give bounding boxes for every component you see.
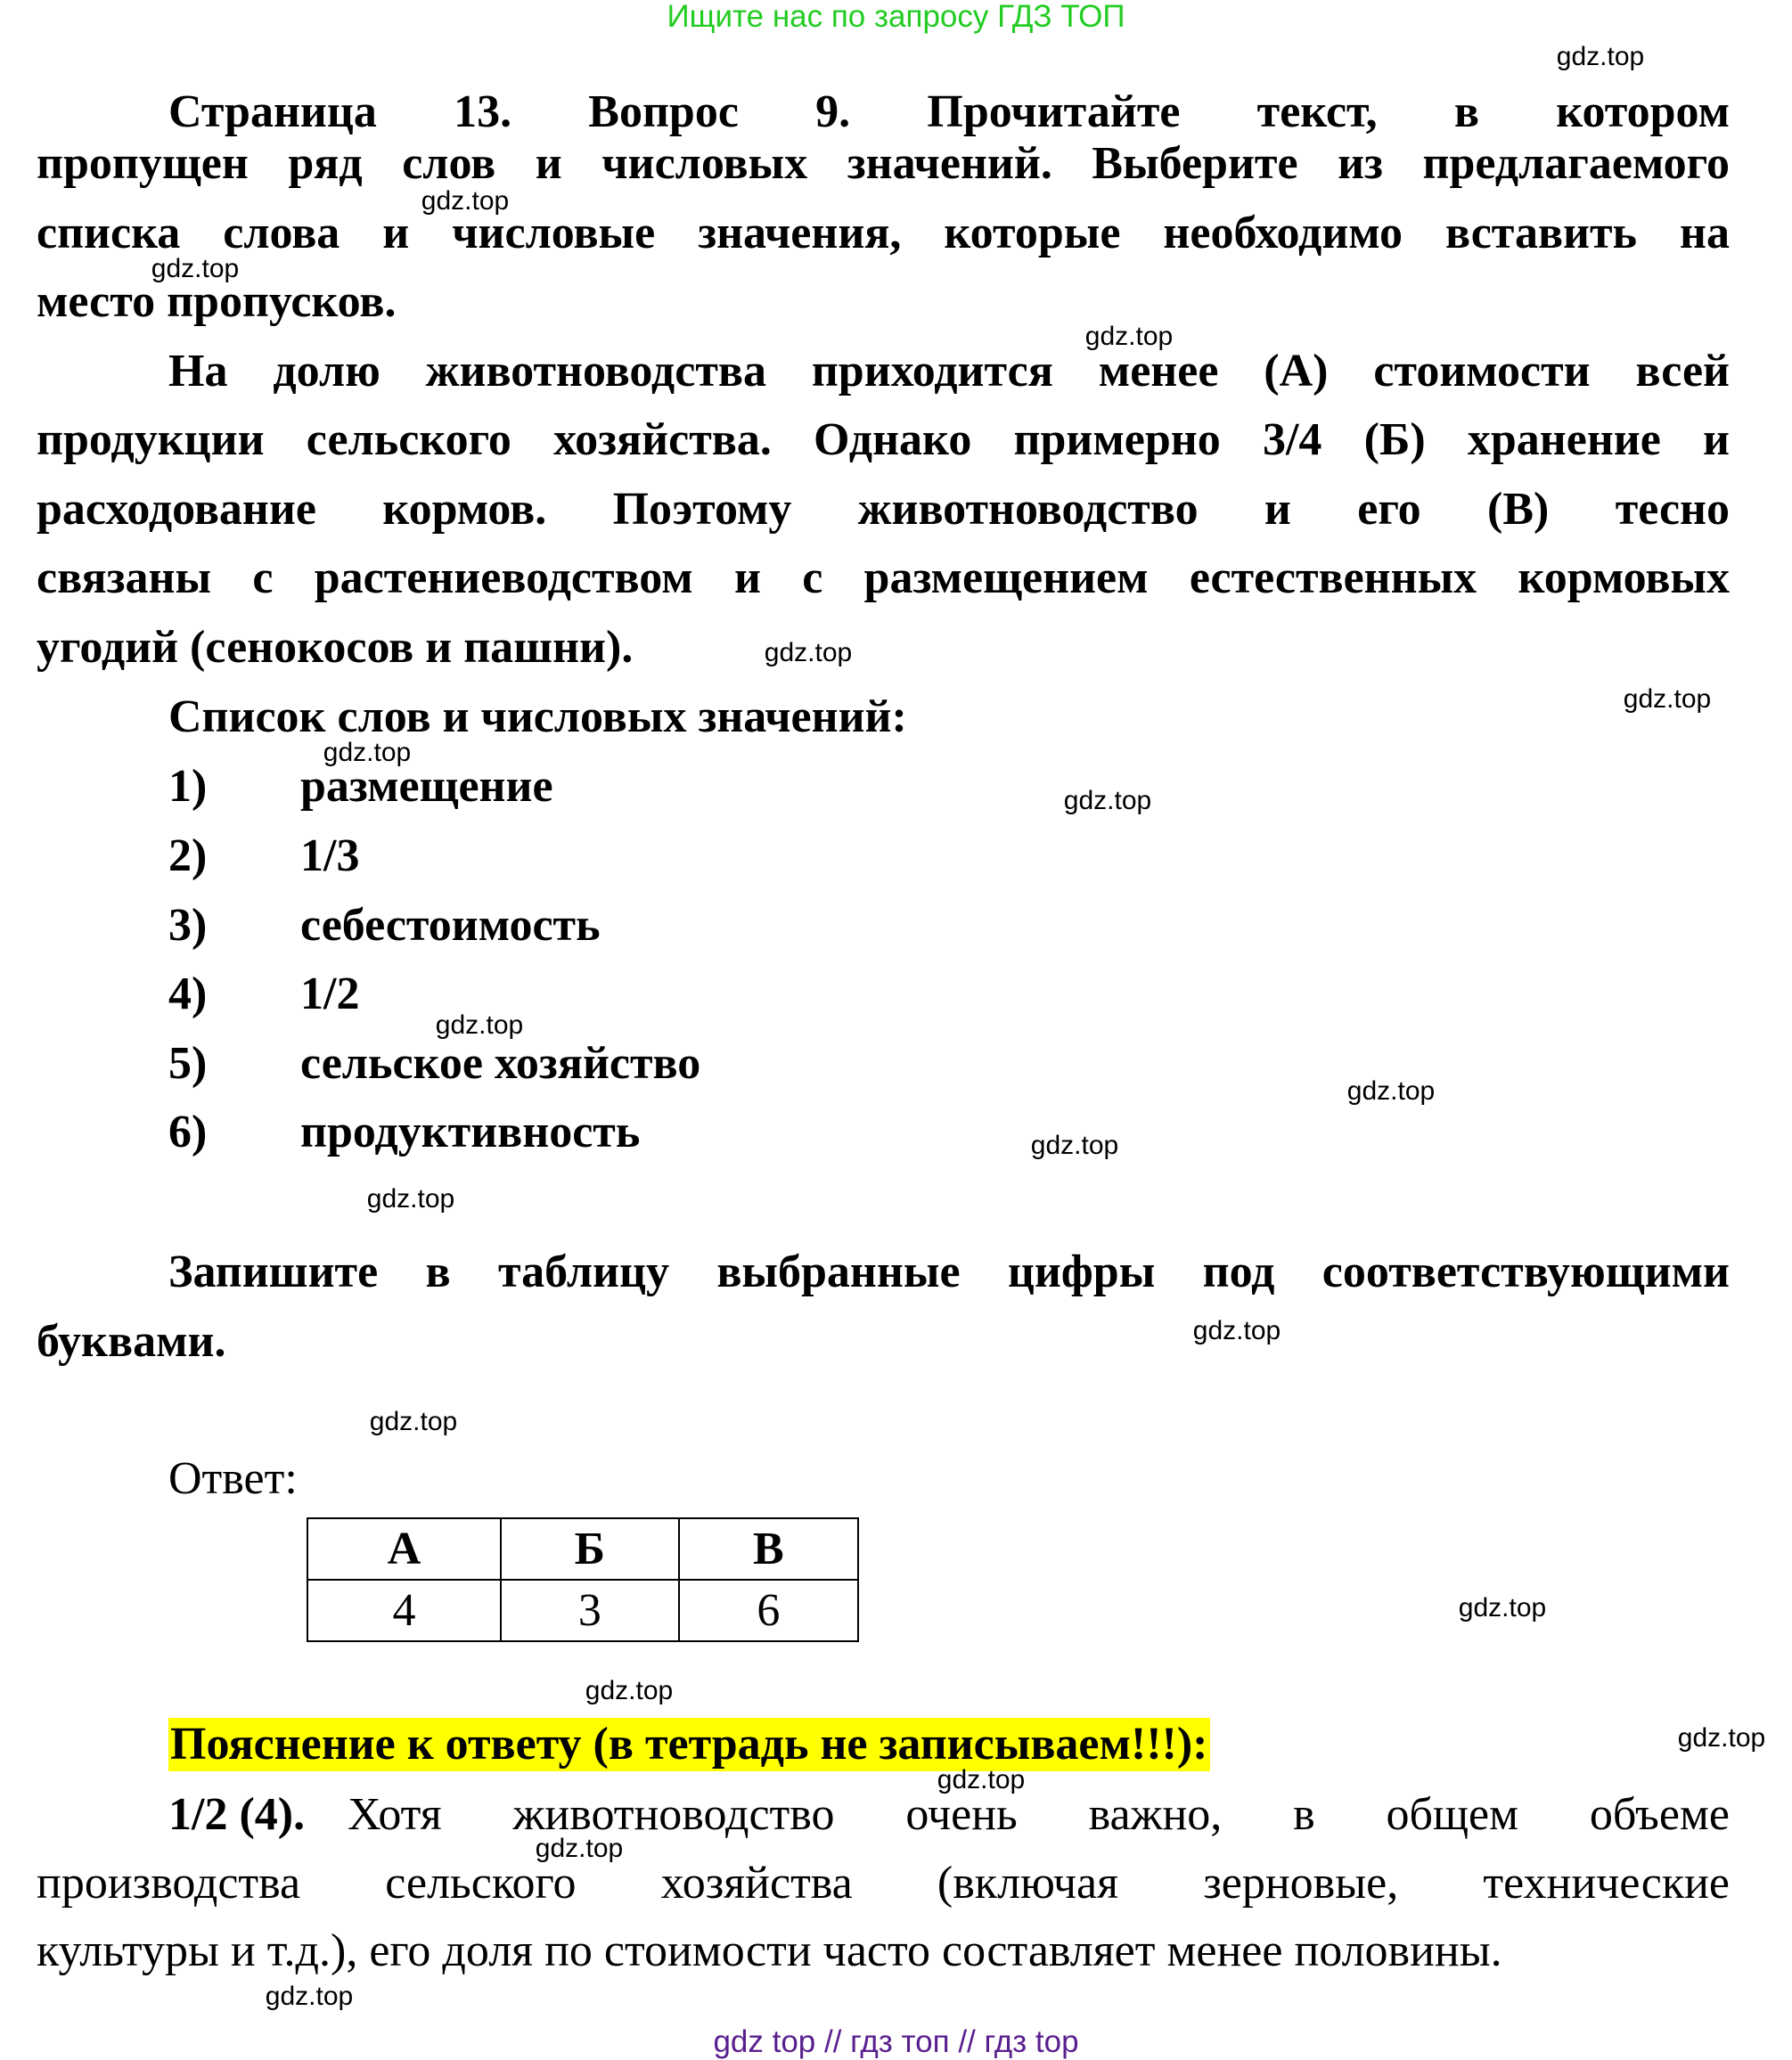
list-number: 6) [168,1107,208,1157]
instruction-line: буквами. [37,1316,226,1367]
answer-label: Ответ: [168,1453,298,1504]
watermark: gdz.top [1556,42,1645,71]
explanation-heading: Пояснение к ответу (в тетрадь не записываем!!!): [170,1719,1208,1770]
watermark: gdz.top [535,1834,624,1863]
text-line: расходование кормов. Поэтому животноводство и его (В) тесно [37,484,1730,535]
answer-value-cell: 3 [501,1580,679,1641]
watermark: gdz.top [151,254,240,283]
search-banner: Ищите нас по запросу ГДЗ ТОП [667,0,1125,34]
explanation-lead: 1/2 (4). [168,1789,306,1840]
answer-value-cell: 6 [679,1580,858,1641]
answer-value-cell: 4 [307,1580,501,1641]
watermark: gdz.top [1063,786,1152,815]
watermark: gdz.top [937,1765,1026,1794]
answer-header-cell: Б [501,1518,679,1580]
watermark: gdz.top [323,738,412,767]
watermark: gdz.top [421,186,510,216]
question-line: место пропусков. [37,276,397,327]
watermark: gdz.top [1623,684,1712,714]
text-line: связаны с растениеводством и с размещением естественных кормовых [37,552,1730,603]
explanation-line: культуры и т.д.), его доля по стоимости часто составляет менее половины. [37,1925,1502,1976]
text-line: продукции сельского хозяйства. Однако примерно 3/4 (Б) хранение и [37,414,1730,465]
question-line: списка слова и числовые значения, которые необходимо вставить на [37,208,1730,258]
footer-links[interactable]: gdz top // гдз топ // гдз top [713,2024,1079,2059]
explanation-text: Хотя животноводство очень важно, в общем объеме [348,1789,1730,1840]
watermark: gdz.top [1346,1076,1436,1106]
question-line: Страница 13. Вопрос 9. Прочитайте текст, в котором [168,86,1730,137]
watermark: gdz.top [369,1407,458,1436]
watermark: gdz.top [265,1982,354,2011]
list-title: Список слов и числовых значений: [168,691,907,742]
watermark: gdz.top [435,1010,524,1040]
list-word: 1/2 [300,969,360,1019]
watermark: gdz.top [1458,1593,1547,1623]
list-word: себестоимость [300,900,601,951]
list-word: размещение [300,761,553,812]
list-word: 1/3 [300,830,360,881]
watermark: gdz.top [1192,1316,1281,1345]
watermark: gdz.top [764,638,853,667]
explanation-line: производства сельского хозяйства (включая зерновые, технические [37,1858,1730,1909]
list-number: 3) [168,900,208,951]
answer-header-cell: В [679,1518,858,1580]
question-line: пропущен ряд слов и числовых значений. Выберите из предлагаемого [37,138,1730,189]
watermark: gdz.top [1030,1131,1119,1160]
answer-header-cell: А [307,1518,501,1580]
list-word: продуктивность [300,1107,641,1157]
list-number: 5) [168,1038,208,1089]
watermark: gdz.top [1677,1723,1766,1753]
list-word: сельское хозяйство [300,1038,701,1089]
text-line: угодий (сенокосов и пашни). [37,622,634,673]
watermark: gdz.top [366,1184,455,1214]
explanation-line [168,1788,1730,1842]
watermark: gdz.top [585,1676,674,1705]
instruction-line: Запишите в таблицу выбранные цифры под соответствующими [168,1247,1730,1297]
text-line: На долю животноводства приходится менее (А) стоимости всей [168,346,1730,396]
list-number: 2) [168,830,208,881]
watermark: gdz.top [1084,322,1174,351]
answer-header-row [307,1518,858,1580]
list-number: 4) [168,969,208,1019]
list-number: 1) [168,761,208,812]
answer-value-row [307,1580,858,1641]
answer-table [307,1517,859,1642]
